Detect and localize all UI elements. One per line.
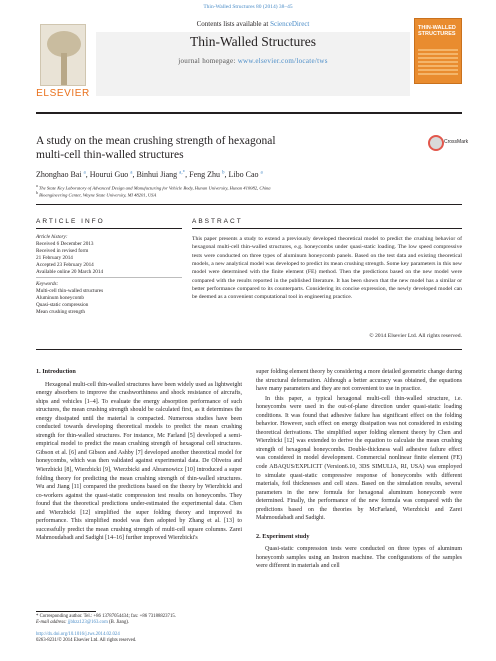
elsevier-logo[interactable] xyxy=(36,22,90,104)
publisher-name: ELSEVIER xyxy=(36,88,90,99)
journal-header xyxy=(36,16,462,108)
keywords-label: Keywords: xyxy=(36,281,59,287)
crossmark-icon xyxy=(428,135,444,151)
keyword-item: Multi-cell thin-walled structures xyxy=(36,287,104,294)
cover-graphic xyxy=(418,49,458,75)
body-paragraph: super folding element theory by considering a more detailed geometric change during the structural deformation. Although a better accuracy was obtained, the equations have many parameters and they are not convenient to use in practice. xyxy=(256,369,462,393)
author-list: Zhonghao Bai $^a$, Hourui Guo $^a$, Binhui Jiang $^{a,*}$, Feng Zhu $^b$, Libo Cao $^a$ xyxy=(36,170,263,179)
contents-prefix: Contents lists available at xyxy=(196,20,269,28)
author-name[interactable]: Feng Zhu xyxy=(189,170,221,179)
homepage-link[interactable]: www.elsevier.com/locate/tws xyxy=(237,57,328,65)
email-note xyxy=(36,620,242,626)
history-item: Available online 20 March 2014 xyxy=(36,268,104,275)
author-affiliation-mark[interactable]: a xyxy=(83,170,86,176)
article-history xyxy=(36,234,182,275)
doi-link[interactable]: http://dx.doi.org/10.1016/j.tws.2014.02.024 xyxy=(36,632,120,637)
body-paragraph: Hexagonal multi-cell thin-walled structures have been widely used as lightweight energy absorbers to improve the crashworthiness and shock resistance of aircrafts, ships and vehicles [1–4]. To evaluate the energy absorption performance of such structures, the mean crushing strength should be calculated first, as it determines the energy dissipated until the material is compacted. Numerous studies have been conducted towards developing theoretical models to predict the mean crushing strength for thin-walled structures. For instance, Mc Farland [5] developed a semi-empirical model to predict the mean crushing strength of hexagonal cell structures. Gibson et al. [6] and Gibson and Ashby [7] developed another theoretical model for honeycombs, which was then validated against experimental data. De Oliveira and Wierzbicki [8], Wierzbicki [9], Wierzbicki and Abramowicz [10] introduced a super folding theory for predicting the mean crushing strength of thin-walled structures. Wu and Jiang [11] compared the predictions based on the theory by Wierzbicki and co-workers against the quasi-static compression test results on honeycombs. They found that the theoretical predictions under-estimated the experimental data. Chen and Wierzbicki [12] simplified the super folding theory and improved its performance. This simplified model was then adopted by Zhang et al. [13] to successfully predict the mean crushing strength of multi-cell square columns. Zarei Mahmoudabadi and Sadighi [14–16] further improved Wierzbicki's xyxy=(36,381,242,542)
article-info-heading: ARTICLE INFO xyxy=(36,218,105,225)
author-affiliation-mark[interactable]: b xyxy=(222,170,225,176)
crossmark-badge[interactable] xyxy=(428,135,469,163)
history-label: Article history: xyxy=(36,234,68,240)
author-affiliation-mark[interactable]: a xyxy=(260,170,263,176)
abstract-text: This paper presents a study to extend a previously developed theoretical model to predict the crushing behavior of hexagonal multi-cell thin-walled structures, e.g. honeycombs under quasi-static loading. The low speed compressive tests were conducted on three types of aluminum honeycomb panels. Based on the test data and existing theoretical models, a new analytical model was developed to predict its mean crushing strength. Some key parameters in this new model were determined with the finite element (FE) method. Then the predictions based on the new model were compared with the results reported in the published literature. It has been shown that the new model has a similar or better performance compared to its counterparts. Considering its concise expression, the newly developed model can be deemed as a convenient computational tool in engineering practice. xyxy=(192,236,462,301)
affiliation-b xyxy=(36,191,462,198)
abstract-bottom-rule xyxy=(36,349,462,350)
body-paragraph: In this paper, a typical hexagonal multi-cell thin-walled structure, i.e. honeycombs were used in the out-of-plane direction under quasi-static loading conditions. It was found that adhesive failure has significant effect on the folding behavior. However, such effect on energy dissipation was not considered in existing theoretical derivations. The simplified super folding element theory by Chen and Wierzbicki [12] was extended to derive the equation to calculate the mean crushing strength of hexagonal honeycombs. Double-thickness wall adhesive failure effect was considered in model development. Commercial nonlinear finite element (FE) code ABAQUS/EXPLICIT (Version6.10, 3DS SIMULIA, RI, USA) was employed to simulate quasi-static compressive response of honeycombs with different materials, foil thicknesses and cell sizes. Based on the simulation results, several parameters in the new formula for hexagonal aluminum honeycomb were determined. Finally, the performance of the new formula was compared with the predictions based on the theories by McFarland, Wierzbicki and Zarei Mahmoudabadi and Sadighi. xyxy=(256,395,462,522)
journal-reference[interactable]: Thin-Walled Structures 80 (2014) 38–45 xyxy=(203,4,293,10)
affiliation-a xyxy=(36,184,462,191)
article-info-divider xyxy=(36,277,182,278)
keywords xyxy=(36,281,182,316)
contents-line xyxy=(96,20,410,28)
affiliation-text: Bioengineering Center, Wayne State University, MI 48201, USA xyxy=(39,192,157,198)
email-link[interactable]: jjbhzz123@163.com xyxy=(67,620,108,625)
section-heading-experiment: 2. Experiment study xyxy=(256,532,310,540)
affiliation-mark: a xyxy=(36,184,38,188)
sciencedirect-link[interactable]: ScienceDirect xyxy=(270,20,310,28)
article-info-rule xyxy=(36,228,182,229)
keyword-item: Aluminum honeycomb xyxy=(36,294,84,301)
issn-copyright: 0263-8231/© 2014 Elsevier Ltd. All rights reserved. xyxy=(36,638,137,643)
journal-title: Thin-Walled Structures xyxy=(189,34,316,49)
history-item: Received 6 December 2013 xyxy=(36,240,94,247)
keyword-item: Quasi-static compression xyxy=(36,301,89,308)
author-affiliation-mark[interactable]: a xyxy=(130,170,133,176)
abstract-copyright: © 2014 Elsevier Ltd. All rights reserved. xyxy=(369,333,462,339)
header-rule xyxy=(36,112,462,114)
author-name[interactable]: Hourui Guo xyxy=(89,170,129,179)
journal-homepage xyxy=(96,57,410,65)
crossmark-label: CrossMark xyxy=(444,139,469,145)
section-heading-introduction: 1. Introduction xyxy=(36,368,76,375)
author-affiliation-mark[interactable]: a,* xyxy=(179,170,186,176)
history-item: 21 February 2014 xyxy=(36,254,73,261)
author-name[interactable]: Binhui Jiang xyxy=(136,170,178,179)
journal-cover-image[interactable] xyxy=(414,18,462,84)
email-suffix: (B. Jiang). xyxy=(109,620,130,625)
cover-title: THIN-WALLED STRUCTURES xyxy=(418,25,456,37)
journal-banner xyxy=(96,16,410,108)
history-item: Accepted 23 February 2014 xyxy=(36,261,94,268)
body-column-left xyxy=(36,368,242,543)
affiliation-text: The State Key Laboratory of Advanced Design and Manufacturing for Vehicle Body, Hunan University, Hunan 410082, China xyxy=(38,185,271,191)
footnote-rule xyxy=(36,611,96,612)
homepage-prefix: journal homepage: xyxy=(178,57,236,65)
email-prefix: E-mail address: xyxy=(36,620,67,625)
author-name[interactable]: Zhonghao Bai xyxy=(36,170,82,179)
abstract-rule xyxy=(192,228,462,229)
author-name[interactable]: Libo Cao xyxy=(228,170,259,179)
elsevier-tree-icon xyxy=(40,24,86,86)
body-column-right xyxy=(256,368,462,571)
affiliation-mark: b xyxy=(36,191,38,195)
article-title-line-2: multi-cell thin-walled structures xyxy=(36,149,184,161)
authors-rule xyxy=(36,204,462,205)
article-title-line-1: A study on the mean crushing strength of hexagonal xyxy=(36,135,276,147)
abstract-heading: ABSTRACT xyxy=(192,218,243,225)
article-title xyxy=(36,134,396,162)
corresponding-author-note: * Corresponding author. Tel.: +86 13787054434; fax: +86 73188823715. xyxy=(36,614,176,619)
body-paragraph: Quasi-static compression tests were conducted on three types of aluminum honeycomb samples using an Instron machine. The configurations of the samples were different in materials and cell xyxy=(256,546,462,570)
history-item: Received in revised form xyxy=(36,247,89,254)
keyword-item: Mean crushing strength xyxy=(36,308,85,315)
